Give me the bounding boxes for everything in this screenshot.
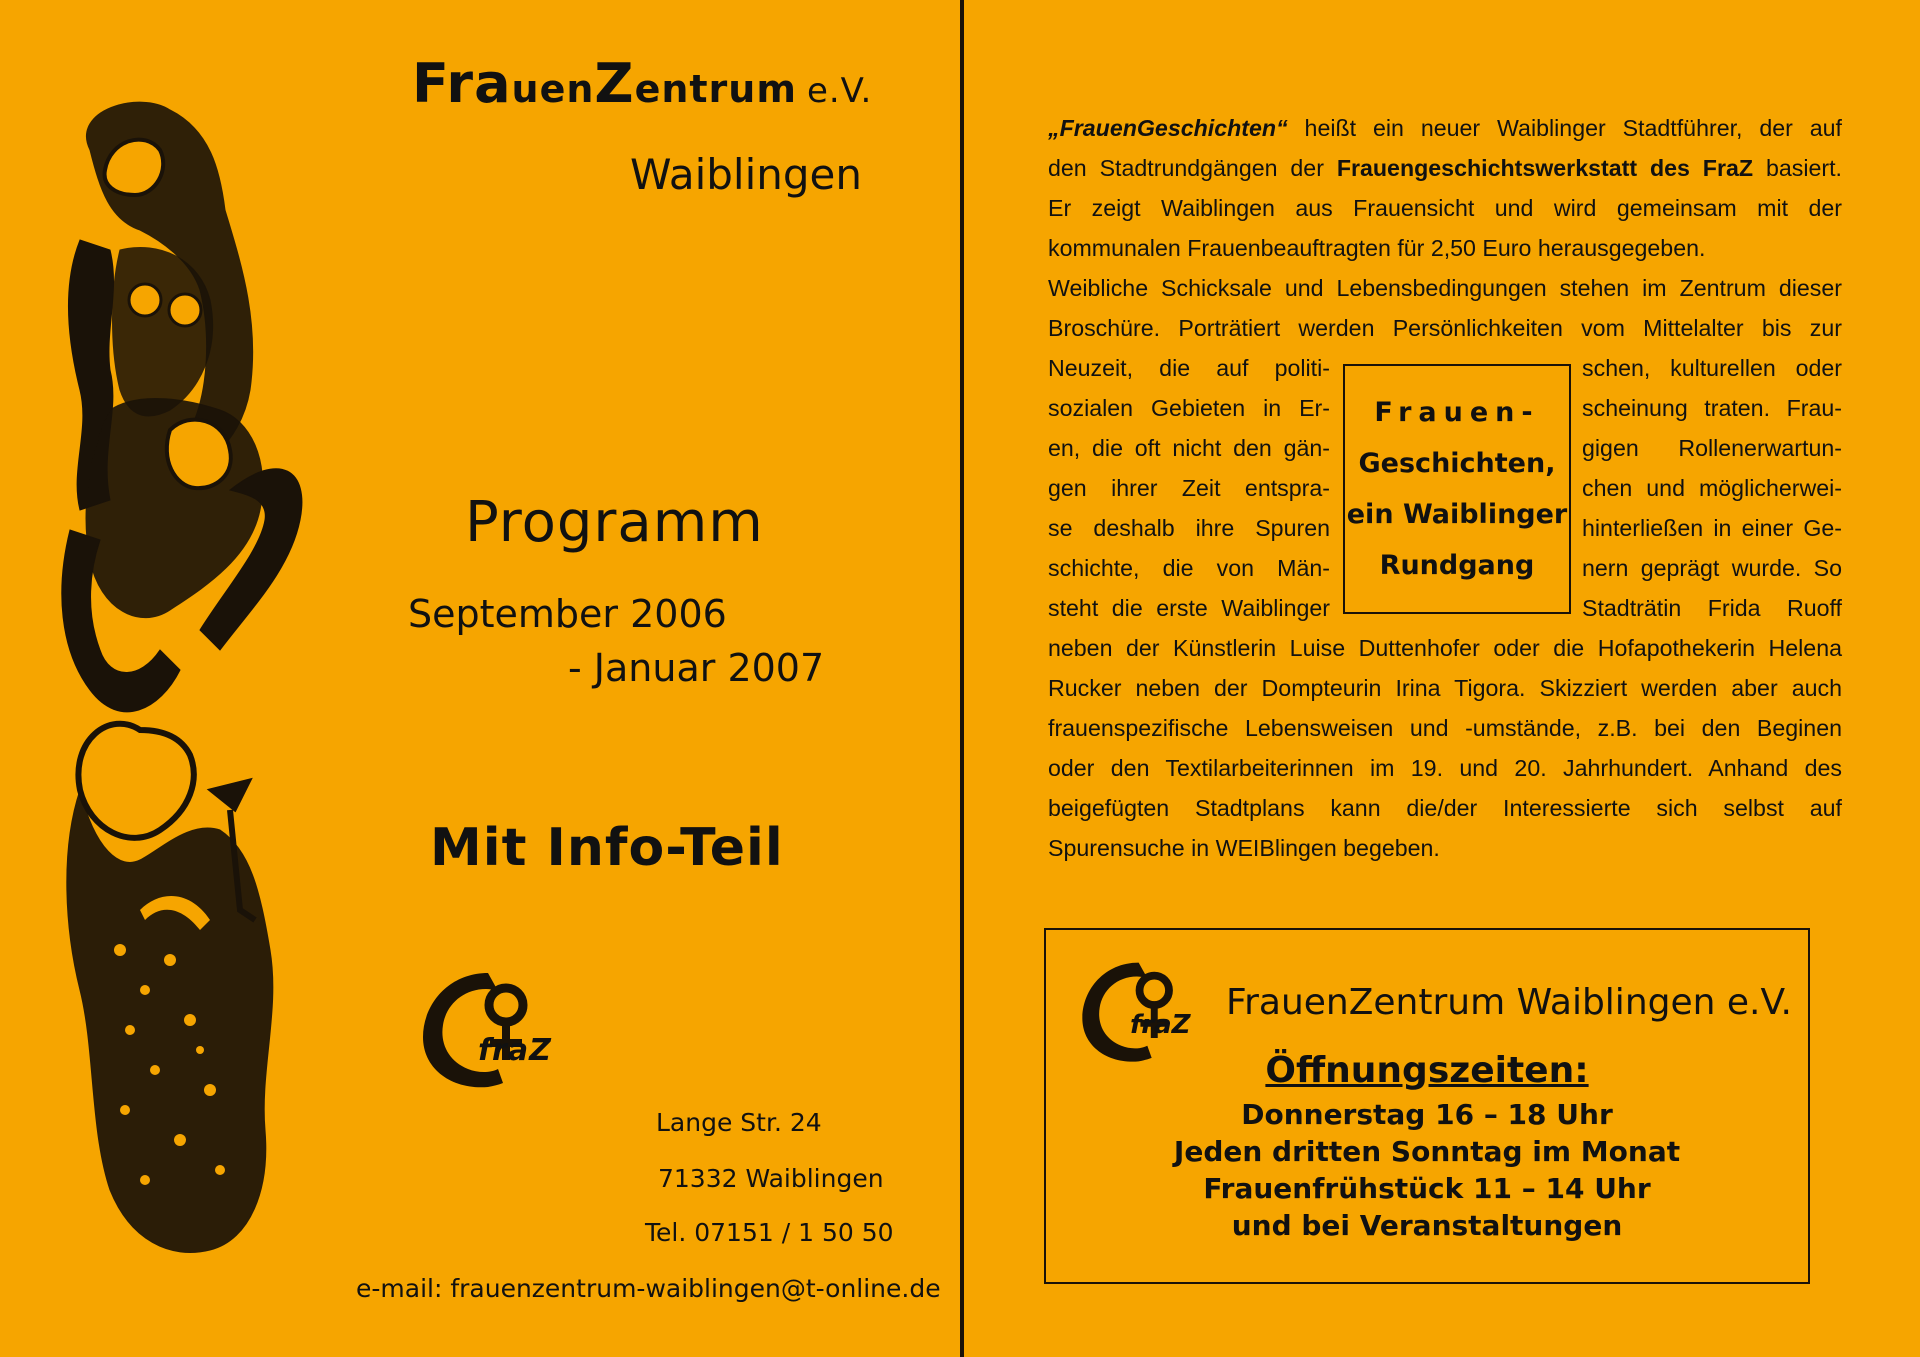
fraz-venus-logo-icon	[418, 965, 568, 1095]
hours-line-3: Frauenfrühstück 11 – 14 Uhr	[1203, 1172, 1651, 1205]
logo-text: fraZ	[478, 1033, 552, 1068]
opening-hours-box	[1044, 928, 1810, 1284]
inset-line-2: Geschichten,	[1358, 448, 1556, 479]
brand-uen: uen	[511, 67, 595, 111]
address-city: 71332 Waiblingen	[658, 1164, 884, 1193]
program-title: Programm	[465, 490, 764, 555]
article-line: Er zeigt Waiblingen aus Frauensicht und wird gemeinsam mit der	[1048, 195, 1842, 221]
article-wrap-left	[1048, 348, 1330, 628]
article-line: oder den Textilarbeiterinnen im 19. und 20. Jahrhundert. Anhand des	[1048, 755, 1842, 781]
article-line: „FrauenGeschichten“ heißt ein neuer Waiblinger Stadtführer, der auf	[1048, 115, 1842, 141]
period-end: - Januar 2007	[568, 646, 825, 690]
article-line: frauenspezifische Lebensweisen und -umstände, z.B. bei den Beginen	[1048, 715, 1842, 741]
article-line: neben der Künstlerin Luise Duttenhofer oder die Hofapothekerin Helena	[1048, 635, 1842, 661]
article-line: hinterließen in einer Ge-	[1582, 515, 1842, 541]
article-line: nern geprägt wurde. So	[1582, 555, 1842, 581]
article-line: Spurensuche in WEIBlingen begeben.	[1048, 835, 1440, 861]
article-line: kommunalen Frauenbeauftragten für 2,50 Euro herausgegeben.	[1048, 235, 1706, 261]
town-name: Waiblingen	[630, 150, 862, 199]
article-line: Neuzeit, die auf politi-	[1048, 355, 1330, 381]
article-line: steht die erste Waiblinger	[1048, 595, 1330, 621]
article-line: schichte, die von Män-	[1048, 555, 1330, 581]
article-line: scheinung traten. Frau-	[1582, 395, 1842, 421]
brand-fra: Fra	[412, 52, 512, 115]
hours-line-1: Donnerstag 16 – 18 Uhr	[1241, 1098, 1613, 1131]
hours-title: Öffnungszeiten:	[1265, 1050, 1589, 1091]
woman-figures-illustration-icon	[50, 90, 320, 1270]
hours-org-name: FrauenZentrum Waiblingen e.V.	[1226, 982, 1792, 1023]
hours-line-2: Jeden dritten Sonntag im Monat	[1173, 1135, 1681, 1168]
inset-line-1: Frauen-	[1374, 397, 1540, 428]
article-line: se deshalb ihre Spuren	[1048, 515, 1330, 541]
article-line: den Stadtrundgängen der Frauengeschichtswerkstatt des FraZ basiert.	[1048, 155, 1842, 181]
article-line: Stadträtin Frida Ruoff	[1582, 595, 1842, 621]
article-line: schen, kulturellen oder	[1582, 355, 1842, 381]
article-bottom	[1048, 628, 1842, 868]
article-wrap-right	[1582, 348, 1842, 628]
email-address: e-mail: frauenzentrum-waiblingen@t-online.de	[356, 1274, 941, 1303]
fraz-logo	[418, 965, 568, 1095]
article-line: Weibliche Schicksale und Lebensbedingungen stehen im Zentrum dieser	[1048, 275, 1842, 301]
article-line: Broschüre. Porträtiert werden Persönlichkeiten vom Mittelalter bis zur	[1048, 315, 1842, 341]
article-line: gen ihrer Zeit entspra-	[1048, 475, 1330, 501]
booklet-title-box	[1343, 364, 1571, 614]
article-line: gigen Rollenerwartun-	[1582, 435, 1842, 461]
brand-z: Z	[594, 52, 635, 115]
hours-line-4: und bei Veranstaltungen	[1231, 1209, 1623, 1242]
article-lead-title: „FrauenGeschichten“	[1048, 115, 1288, 141]
brand-ev: e.V.	[806, 71, 873, 111]
article-line: beigefügten Stadtplans kann die/der Interessierte sich selbst auf	[1048, 795, 1842, 821]
logo-text: fraZ	[1130, 1010, 1191, 1040]
inset-line-4: Rundgang	[1379, 550, 1535, 581]
organization-name	[412, 52, 872, 115]
info-label: Mit Info-Teil	[430, 818, 784, 878]
article-line: sozialen Gebieten in Er-	[1048, 395, 1330, 421]
inset-line-3: ein Waiblinger	[1346, 499, 1568, 530]
brand-entrum: entrum	[634, 67, 797, 111]
article-emphasis: Frauengeschichtswerkstatt des FraZ	[1336, 155, 1754, 181]
address-street: Lange Str. 24	[656, 1108, 822, 1137]
phone-number: Tel. 07151 / 1 50 50	[645, 1218, 894, 1247]
article-line: chen und möglicherwei-	[1582, 475, 1842, 501]
page-divider	[960, 0, 964, 1357]
article-line: Rucker neben der Dompteurin Irina Tigora. Skizziert werden aber auch	[1048, 675, 1842, 701]
article-line: en, die oft nicht den gän-	[1048, 435, 1330, 461]
article-top	[1048, 108, 1842, 348]
period-start: September 2006	[408, 592, 727, 636]
